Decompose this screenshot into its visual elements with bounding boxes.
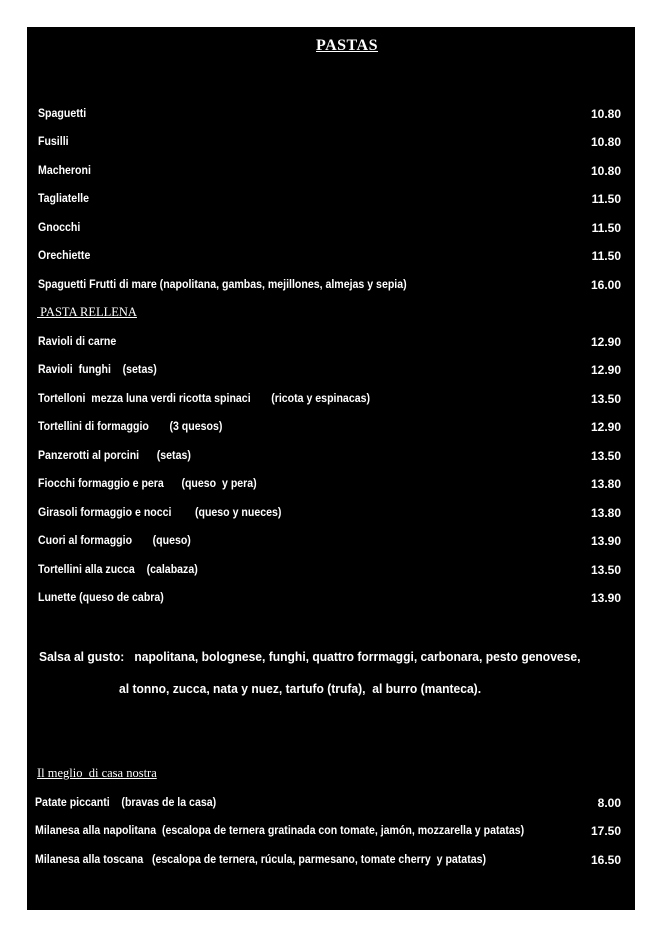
menu-item bbox=[38, 589, 621, 607]
section-heading-casa-nostra: Il meglio di casa nostra bbox=[37, 766, 157, 780]
item-price: 10.80 bbox=[590, 135, 621, 149]
menu-item bbox=[38, 105, 621, 123]
item-name: Patate piccanti (bravas de la casa) bbox=[35, 797, 217, 809]
menu-item bbox=[38, 247, 621, 265]
menu-item bbox=[38, 418, 621, 436]
item-price: 11.50 bbox=[591, 249, 621, 263]
menu-panel bbox=[27, 27, 635, 910]
menu-item bbox=[38, 190, 621, 208]
menu-item bbox=[38, 504, 621, 522]
item-price: 13.90 bbox=[590, 534, 621, 548]
item-name: Orechiette bbox=[38, 250, 91, 262]
item-price: 13.50 bbox=[590, 392, 621, 406]
item-price: 16.00 bbox=[590, 278, 621, 292]
item-name: Milanesa alla toscana (escalopa de ternera, rúcula, parmesano, tomate cherry y patatas) bbox=[35, 854, 487, 866]
menu-item bbox=[38, 361, 621, 379]
menu-item bbox=[38, 333, 621, 351]
sauce-line-2: al tonno, zucca, nata y nuez, tartufo (trufa), al burro (manteca). bbox=[119, 681, 482, 696]
item-name: Ravioli di carne bbox=[38, 336, 117, 348]
item-name: Cuori al formaggio (queso) bbox=[38, 535, 191, 547]
page-title: PASTAS bbox=[316, 37, 378, 54]
menu-item bbox=[35, 794, 621, 812]
item-price: 10.80 bbox=[590, 164, 621, 178]
menu-item bbox=[38, 219, 621, 237]
menu-item bbox=[38, 390, 621, 408]
item-name: Tortellini di formaggio (3 quesos) bbox=[38, 421, 223, 433]
item-price: 12.90 bbox=[590, 363, 621, 377]
menu-item bbox=[38, 475, 621, 493]
item-price: 17.50 bbox=[590, 824, 621, 838]
item-name: Spaguetti bbox=[38, 108, 87, 120]
item-name: Girasoli formaggio e nocci (queso y nueces) bbox=[38, 507, 282, 519]
item-name: Panzerotti al porcini (setas) bbox=[38, 450, 191, 462]
item-name: Fiocchi formaggio e pera (queso y pera) bbox=[38, 478, 257, 490]
item-price: 12.90 bbox=[590, 420, 621, 434]
item-name: Gnocchi bbox=[38, 222, 81, 234]
menu-item bbox=[38, 532, 621, 550]
menu-item bbox=[38, 447, 621, 465]
menu-item bbox=[35, 851, 621, 869]
menu-item bbox=[35, 822, 621, 840]
item-name: Ravioli funghi (setas) bbox=[38, 364, 157, 376]
item-name: Fusilli bbox=[38, 136, 69, 148]
item-price: 16.50 bbox=[590, 853, 621, 867]
menu-item bbox=[38, 162, 621, 180]
item-name: Lunette (queso de cabra) bbox=[38, 592, 164, 604]
menu-item bbox=[38, 276, 621, 294]
item-price: 13.50 bbox=[590, 563, 621, 577]
item-name: Macheroni bbox=[38, 165, 91, 177]
item-price: 11.50 bbox=[591, 192, 621, 206]
item-price: 13.80 bbox=[590, 506, 621, 520]
item-name: Milanesa alla napolitana (escalopa de ternera gratinada con tomate, jamón, mozzarella y patatas) bbox=[35, 825, 525, 837]
sauce-line-1: Salsa al gusto: napolitana, bolognese, funghi, quattro forrmaggi, carbonara, pesto genovese, bbox=[39, 649, 581, 664]
item-name: Tagliatelle bbox=[38, 193, 89, 205]
item-price: 11.50 bbox=[591, 221, 621, 235]
item-price: 13.50 bbox=[590, 449, 621, 463]
item-price: 13.90 bbox=[590, 591, 621, 605]
item-price: 13.80 bbox=[590, 477, 621, 491]
item-name: Tortelloni mezza luna verdi ricotta spinaci (ricota y espinacas) bbox=[38, 393, 371, 405]
item-name: Tortellini alla zucca (calabaza) bbox=[38, 564, 198, 576]
section-heading-pasta-rellena: PASTA RELLENA bbox=[37, 305, 137, 319]
menu-item bbox=[38, 133, 621, 151]
item-price: 12.90 bbox=[590, 335, 621, 349]
menu-item bbox=[38, 561, 621, 579]
item-name: Spaguetti Frutti di mare (napolitana, gambas, mejillones, almejas y sepia) bbox=[38, 279, 407, 291]
item-price: 8.00 bbox=[597, 796, 621, 810]
item-price: 10.80 bbox=[590, 107, 621, 121]
